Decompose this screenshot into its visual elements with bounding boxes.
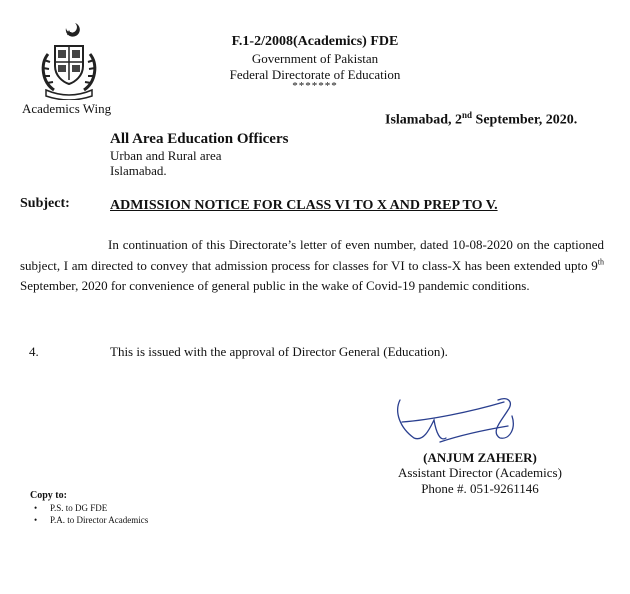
paragraph-number: 4.	[29, 344, 39, 359]
addressee-area: Urban and Rural area	[110, 148, 222, 163]
header-stars: *******	[292, 80, 338, 92]
signatory-phone: Phone #. 051-9261146	[421, 481, 539, 496]
academics-wing-label: Academics Wing	[22, 101, 112, 116]
signatory-name: (ANJUM ZAHEER)	[423, 450, 537, 465]
approval-paragraph: This is issued with the approval of Director General (Education).	[110, 344, 448, 359]
addressee-title: All Area Education Officers	[110, 131, 289, 147]
copy-to-item: • P.A. to Director Academics	[34, 514, 148, 526]
subject-text: ADMISSION NOTICE FOR CLASS VI TO X AND PREP TO V.	[110, 198, 498, 213]
addressee-city: Islamabad.	[110, 163, 167, 178]
reference-number: F.1-2/2008(Academics) FDE	[231, 34, 399, 49]
copy-to-list	[34, 502, 148, 526]
directorate-line: Federal Directorate of Education	[229, 67, 401, 82]
government-line: Government of Pakistan	[251, 51, 379, 66]
copy-to-item: • P.S. to DG FDE	[34, 502, 148, 514]
subject-label: Subject:	[20, 196, 70, 211]
copy-to-label: Copy to:	[30, 490, 67, 501]
signature-icon	[380, 392, 550, 452]
letter-date: Islamabad, 2nd September, 2020.	[385, 110, 578, 128]
signatory-title: Assistant Director (Academics)	[398, 465, 562, 480]
body-paragraph: In continuation of this Directorate’s letter of even number, dated 10-08-2020 on the captioned subject, I am directed to convey that admission process for classes for VI to class-X has been extended upto 9th September, 2020 for convenience of general public in the wake of Covid-19 pandemic conditions.	[20, 237, 604, 293]
pakistan-state-emblem-icon	[36, 20, 102, 100]
